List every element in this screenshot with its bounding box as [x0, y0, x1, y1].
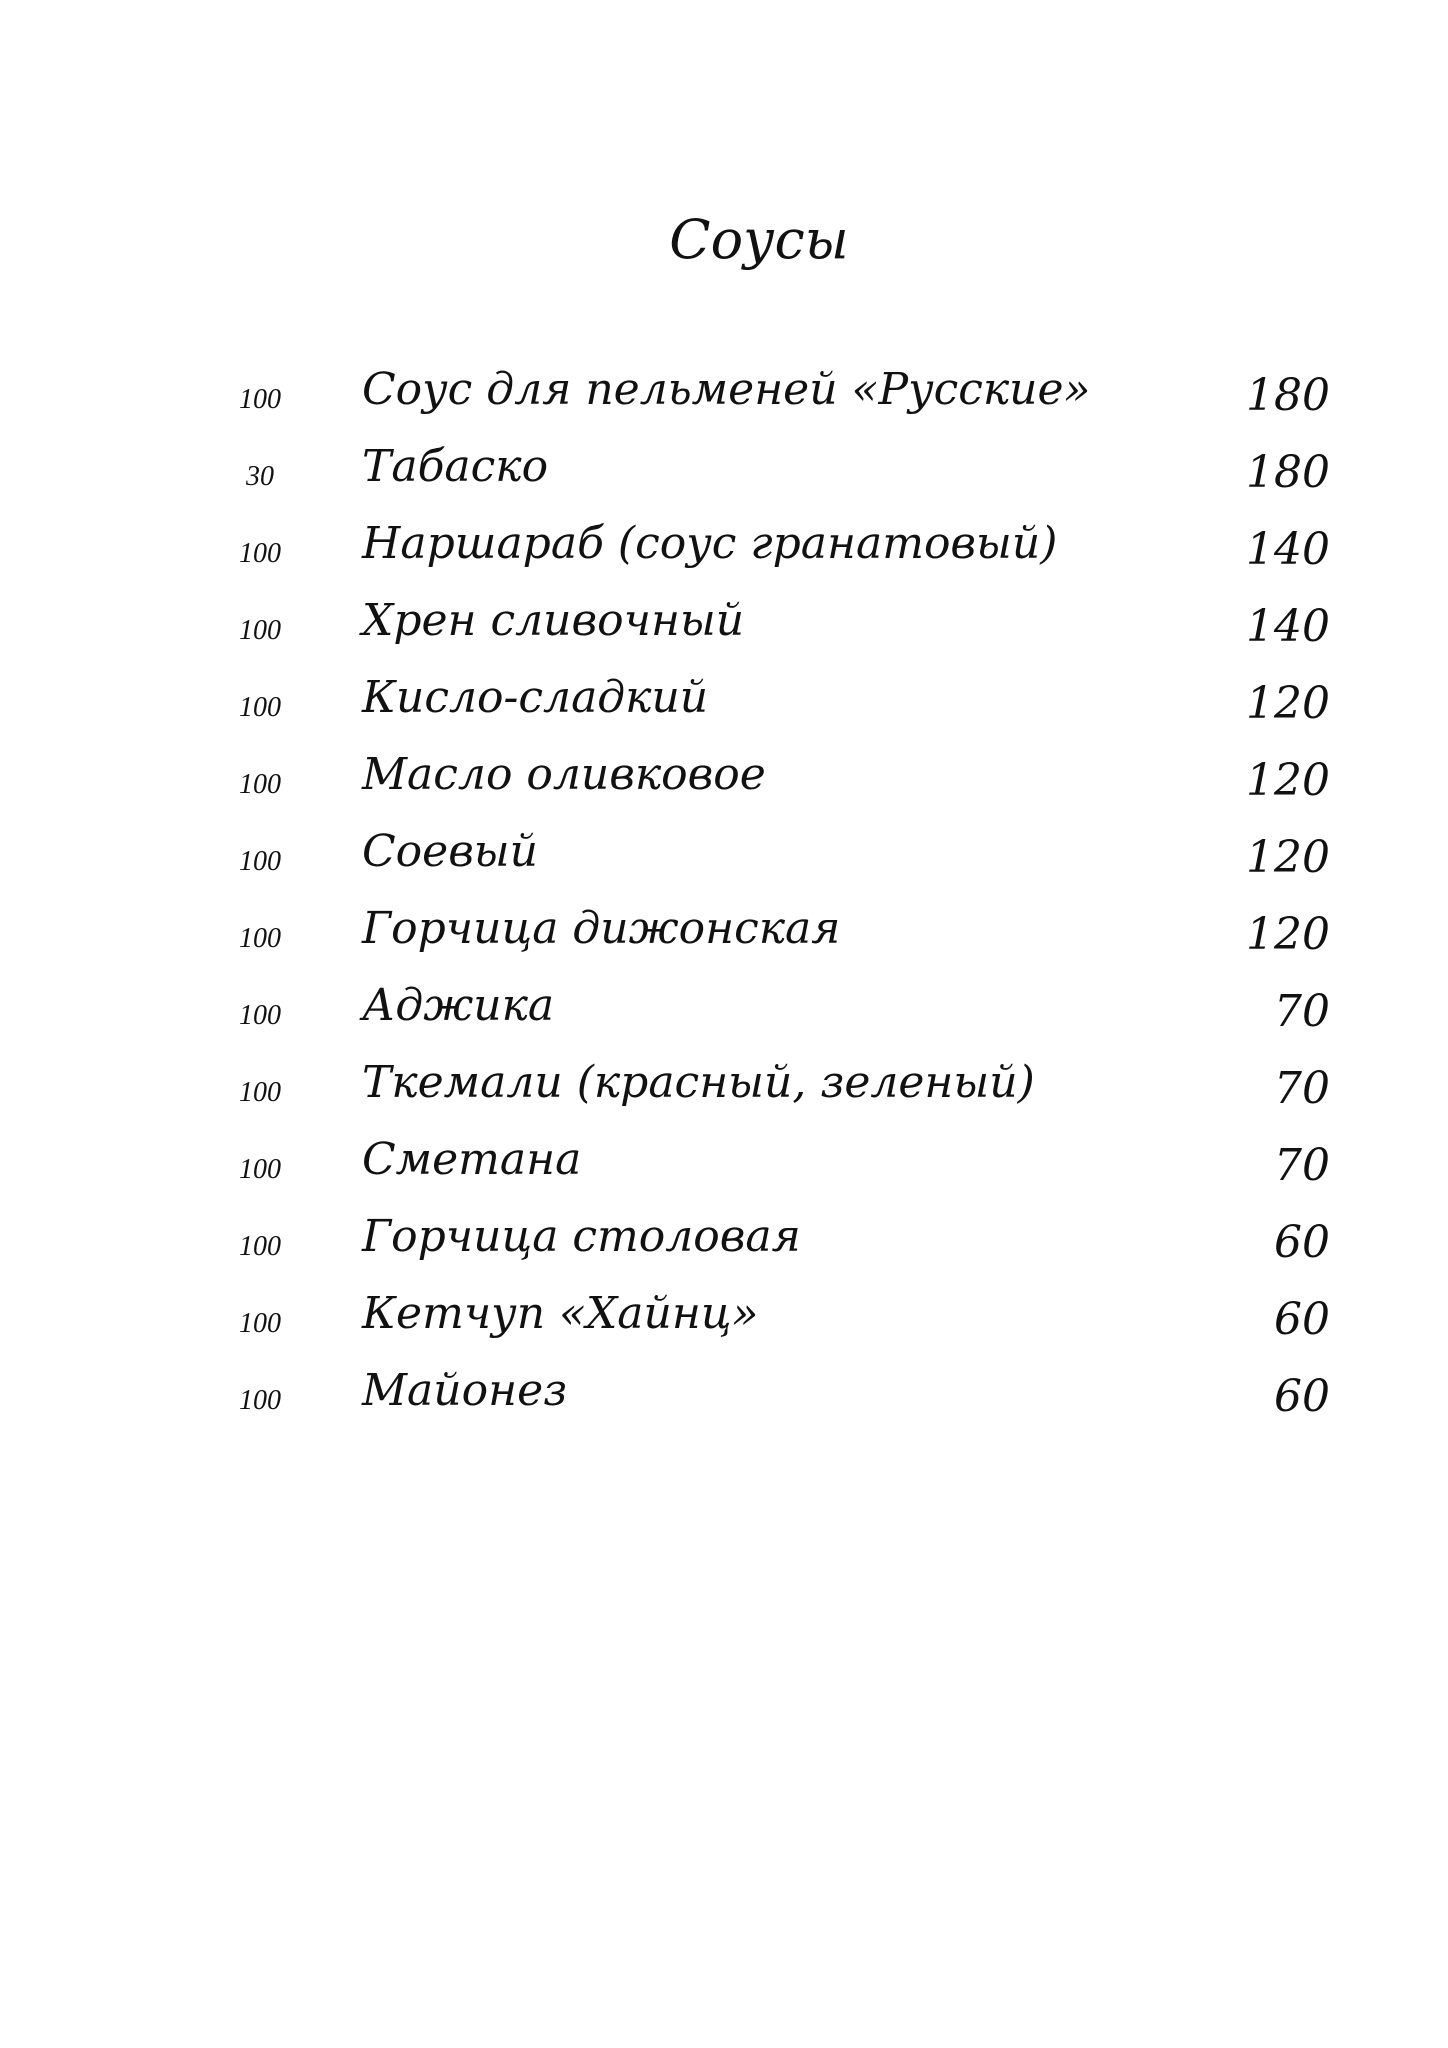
item-name: Аджика: [362, 980, 555, 1031]
menu-item: [220, 1130, 1330, 1207]
menu-item: [220, 437, 1330, 514]
item-price: 180: [1246, 447, 1330, 498]
item-price: 140: [1246, 601, 1330, 652]
item-name: Кетчуп «Хайнц»: [362, 1288, 759, 1339]
item-name: Соевый: [362, 826, 538, 877]
item-name: Майонез: [362, 1365, 568, 1416]
menu-list: [220, 360, 1330, 1438]
item-weight: 100: [239, 1077, 281, 1108]
item-weight: 100: [239, 846, 281, 877]
item-name: Хрен сливочный: [362, 595, 745, 646]
item-price: 120: [1246, 678, 1330, 729]
item-weight: 100: [239, 692, 281, 723]
menu-item: [220, 1207, 1330, 1284]
item-name: Наршараб (соус гранатовый): [362, 518, 1058, 569]
item-name: Горчица дижонская: [362, 903, 841, 954]
item-weight: 100: [239, 538, 281, 569]
menu-item: [220, 822, 1330, 899]
menu-item: [220, 668, 1330, 745]
item-weight: 100: [239, 384, 281, 415]
item-name: Горчица столовая: [362, 1211, 801, 1262]
item-name: Сметана: [362, 1134, 582, 1185]
item-price: 70: [1274, 1140, 1330, 1191]
item-price: 60: [1274, 1294, 1330, 1345]
item-price: 60: [1274, 1217, 1330, 1268]
item-weight: 100: [239, 923, 281, 954]
menu-item: [220, 1361, 1330, 1438]
item-weight: 100: [239, 1231, 281, 1262]
item-price: 120: [1246, 755, 1330, 806]
menu-item: [220, 899, 1330, 976]
item-weight: 30: [246, 461, 274, 492]
item-price: 60: [1274, 1371, 1330, 1422]
page-title: Соусы: [669, 208, 849, 271]
item-name: Табаско: [362, 441, 549, 492]
menu-item: [220, 514, 1330, 591]
item-weight: 100: [239, 615, 281, 646]
item-weight: 100: [239, 1385, 281, 1416]
item-price: 120: [1246, 832, 1330, 883]
menu-item: [220, 976, 1330, 1053]
item-price: 140: [1246, 524, 1330, 575]
item-name: Ткемали (красный, зеленый): [362, 1057, 1035, 1108]
menu-item: [220, 360, 1330, 437]
item-weight: 100: [239, 1000, 281, 1031]
item-price: 120: [1246, 909, 1330, 960]
item-weight: 100: [239, 1308, 281, 1339]
item-price: 70: [1274, 1063, 1330, 1114]
item-name: Кисло-сладкий: [362, 672, 709, 723]
menu-item: [220, 1053, 1330, 1130]
menu-item: [220, 745, 1330, 822]
item-weight: 100: [239, 1154, 281, 1185]
item-name: Соус для пельменей «Русские»: [362, 364, 1091, 415]
item-weight: 100: [239, 769, 281, 800]
item-price: 180: [1246, 370, 1330, 421]
menu-item: [220, 591, 1330, 668]
menu-item: [220, 1284, 1330, 1361]
item-name: Масло оливковое: [362, 749, 766, 800]
item-price: 70: [1274, 986, 1330, 1037]
